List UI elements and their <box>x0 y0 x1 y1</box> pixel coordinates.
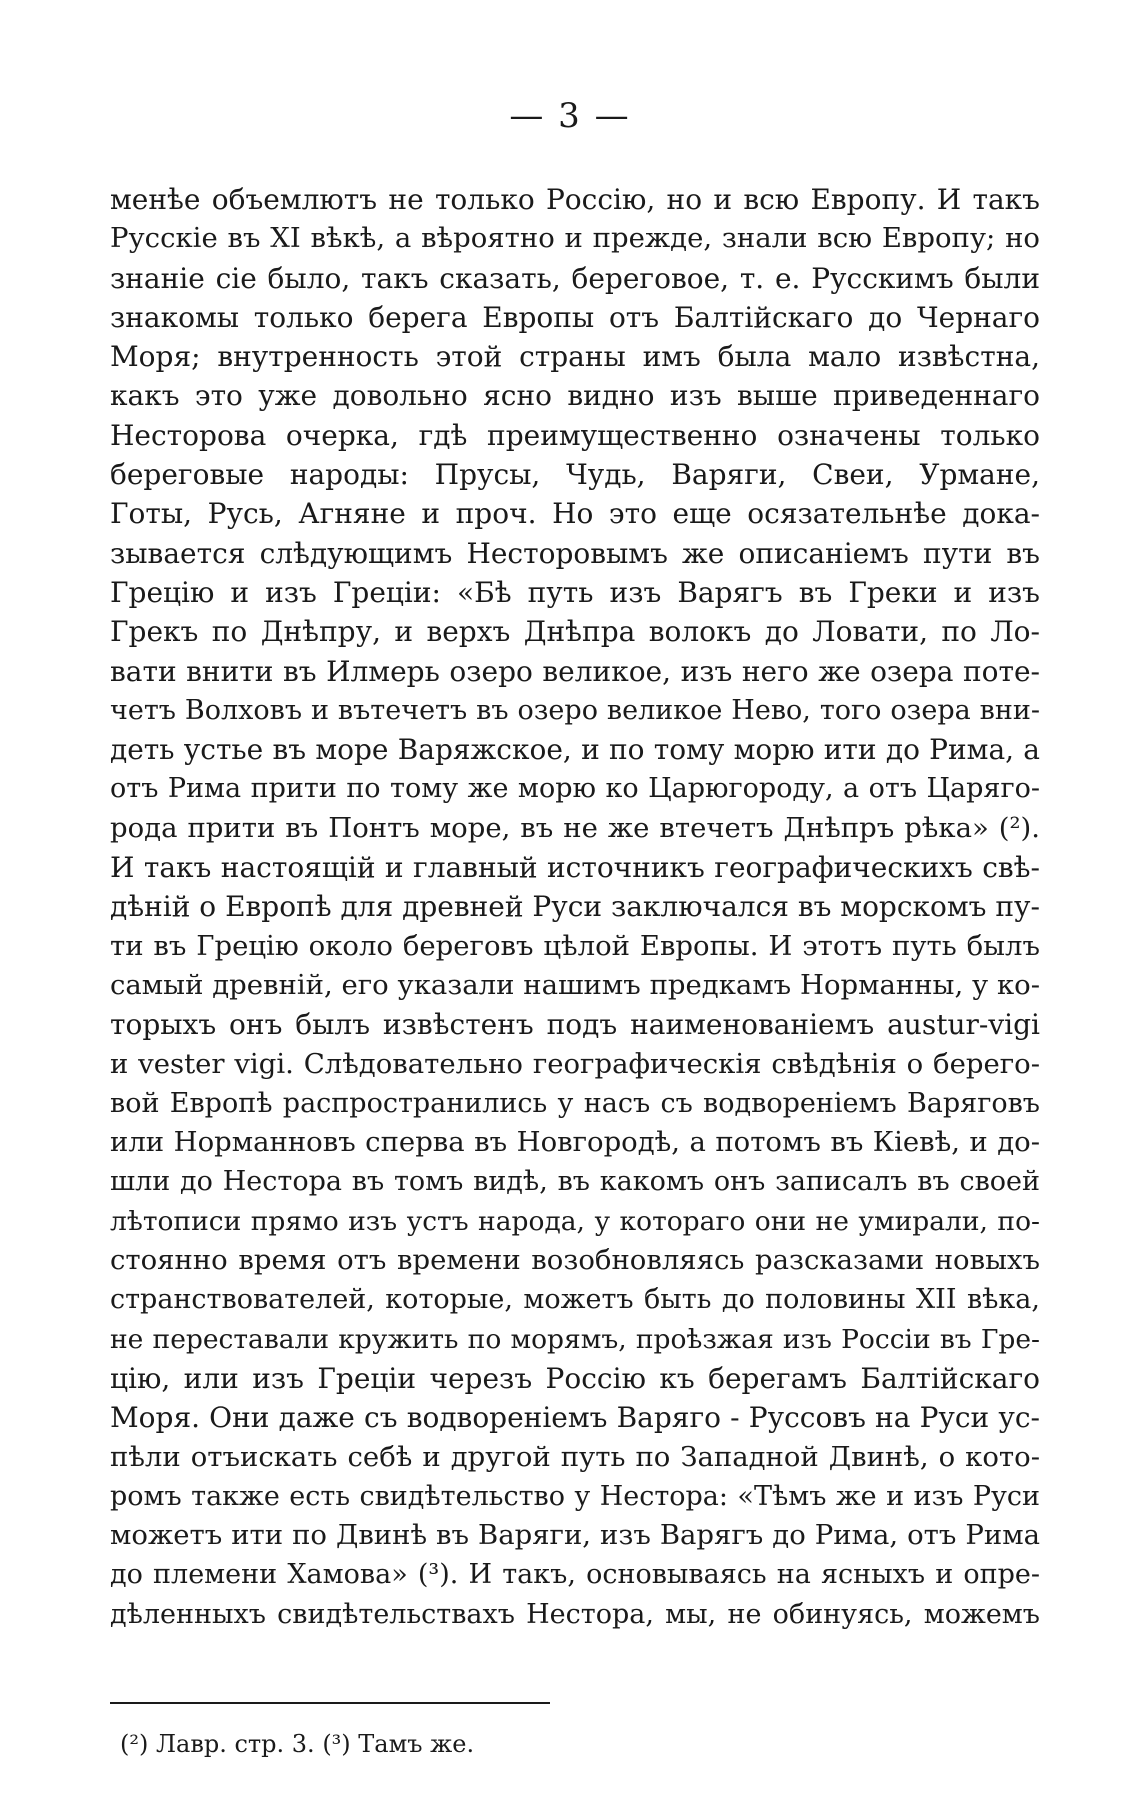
text-line: шли до Нестора въ томъ видѣ, въ какомъ онъ записалъ въ своей <box>110 1166 1040 1198</box>
text-line: дѣленныхъ свидѣтельствахъ Нестора, мы, не обинуясь, можемъ <box>110 1598 1040 1630</box>
text-line: какъ это уже довольно ясно видно изъ выше приведеннаго <box>110 379 1040 413</box>
text-line: ти въ Грецію около береговъ цѣлой Европы. И этотъ путь былъ <box>110 929 1040 962</box>
text-line: береговые народы: Прусы, Чудь, Варяги, Свеи, Урмане, <box>110 458 1040 492</box>
text-line: ромъ также есть свидѣтельство у Нестора: «Тѣмъ же и изъ Руси <box>110 1480 1040 1512</box>
text-line: Несторова очерка, гдѣ преимущественно означены только <box>110 418 1040 452</box>
page-number: — 3 — <box>509 96 631 136</box>
text-line: зывается слѣдующимъ Несторовымъ же описаніемъ пути въ <box>110 536 1040 570</box>
text-line: стоянно время отъ времени возобновляясь разсказами новыхъ <box>110 1244 1040 1277</box>
text-line: Грекъ по Днѣпру, и верхъ Днѣпра волокъ до Ловати, по Ло- <box>110 615 1040 649</box>
text-line: вати внити въ Илмерь озеро великое, изъ него же озера поте- <box>110 654 1040 688</box>
text-line: и vester vigi. Слѣдовательно географическія свѣдѣнія о берего- <box>110 1047 1040 1080</box>
text-line: деть устье въ море Варяжское, и по тому морю ити до Рима, а <box>110 733 1040 767</box>
text-line: дѣній о Европѣ для древней Руси заключался въ морскомъ пу- <box>110 890 1040 924</box>
footnote-divider <box>110 1702 550 1704</box>
text-line: не переставали кружить по морямъ, проѣзжая изъ Россіи въ Гре- <box>110 1323 1040 1355</box>
text-line: Грецію и изъ Греціи: «Бѣ путь изъ Варягъ въ Греки и изъ <box>110 575 1040 609</box>
text-line: самый древній, его указали нашимъ предкамъ Норманны, у ко- <box>110 968 1040 1001</box>
text-line: Моря; внутренность этой страны имъ была мало извѣстна, <box>110 340 1040 374</box>
text-line: Русскіе въ XI вѣкѣ, а вѣроятно и прежде, знали всю Европу; но <box>110 222 1040 255</box>
text-line: рода прити въ Понтъ море, въ не же втечетъ Днѣпръ рѣка» (²). <box>110 811 1040 844</box>
text-line: торыхъ онъ былъ извѣстенъ подъ наименованіемъ austur-vigi <box>110 1008 1040 1042</box>
text-line: Моря. Они даже съ водвореніемъ Варяго - Руссовъ на Руси ус- <box>110 1401 1040 1435</box>
text-line: цію, или изъ Греціи черезъ Россію къ берегамъ Балтійскаго <box>110 1361 1040 1395</box>
text-line: вой Европѣ распространились у насъ съ водвореніемъ Варяговъ <box>110 1087 1040 1119</box>
text-line: знаніе сіе было, такъ сказать, береговое, т. е. Русскимъ были <box>110 261 1040 295</box>
text-line: менѣе объемлютъ не только Россію, но и всю Европу. И такъ <box>110 183 1040 216</box>
text-line: Готы, Русь, Агняне и проч. Но это еще осязательнѣе дока- <box>110 497 1040 531</box>
text-line: пѣли отъискать себѣ и другой путь по Западной Двинѣ, о кото- <box>110 1440 1040 1473</box>
footnote: (²) Лавр. стр. 3. (³) Тамъ же. <box>120 1730 475 1758</box>
text-line: четъ Волховъ и вътечетъ въ озеро великое Нево, того озера вни- <box>110 694 1040 726</box>
text-line: странствователей, которые, можетъ быть до половины XII вѣка, <box>110 1284 1040 1316</box>
text-line: знакомы только берега Европы отъ Балтійскаго до Чернаго <box>110 300 1040 334</box>
text-line: можетъ ити по Двинѣ въ Варяги, изъ Варягъ до Рима, отъ Рима <box>110 1519 1040 1552</box>
text-line: отъ Рима прити по тому же морю ко Царюгороду, а отъ Царяго- <box>110 773 1040 805</box>
text-line: И такъ настоящій и главный источникъ географическихъ свѣ- <box>110 851 1040 885</box>
text-line: или Норманновъ сперва въ Новгородѣ, а потомъ въ Кіевѣ, и до- <box>110 1126 1040 1159</box>
text-line: до племени Хамова» (³). И такъ, основываясь на ясныхъ и опре- <box>110 1559 1040 1591</box>
text-line: лѣтописи прямо изъ устъ народа, у котораго они не умирали, по- <box>110 1205 1040 1237</box>
body-text <box>110 180 1040 1634</box>
